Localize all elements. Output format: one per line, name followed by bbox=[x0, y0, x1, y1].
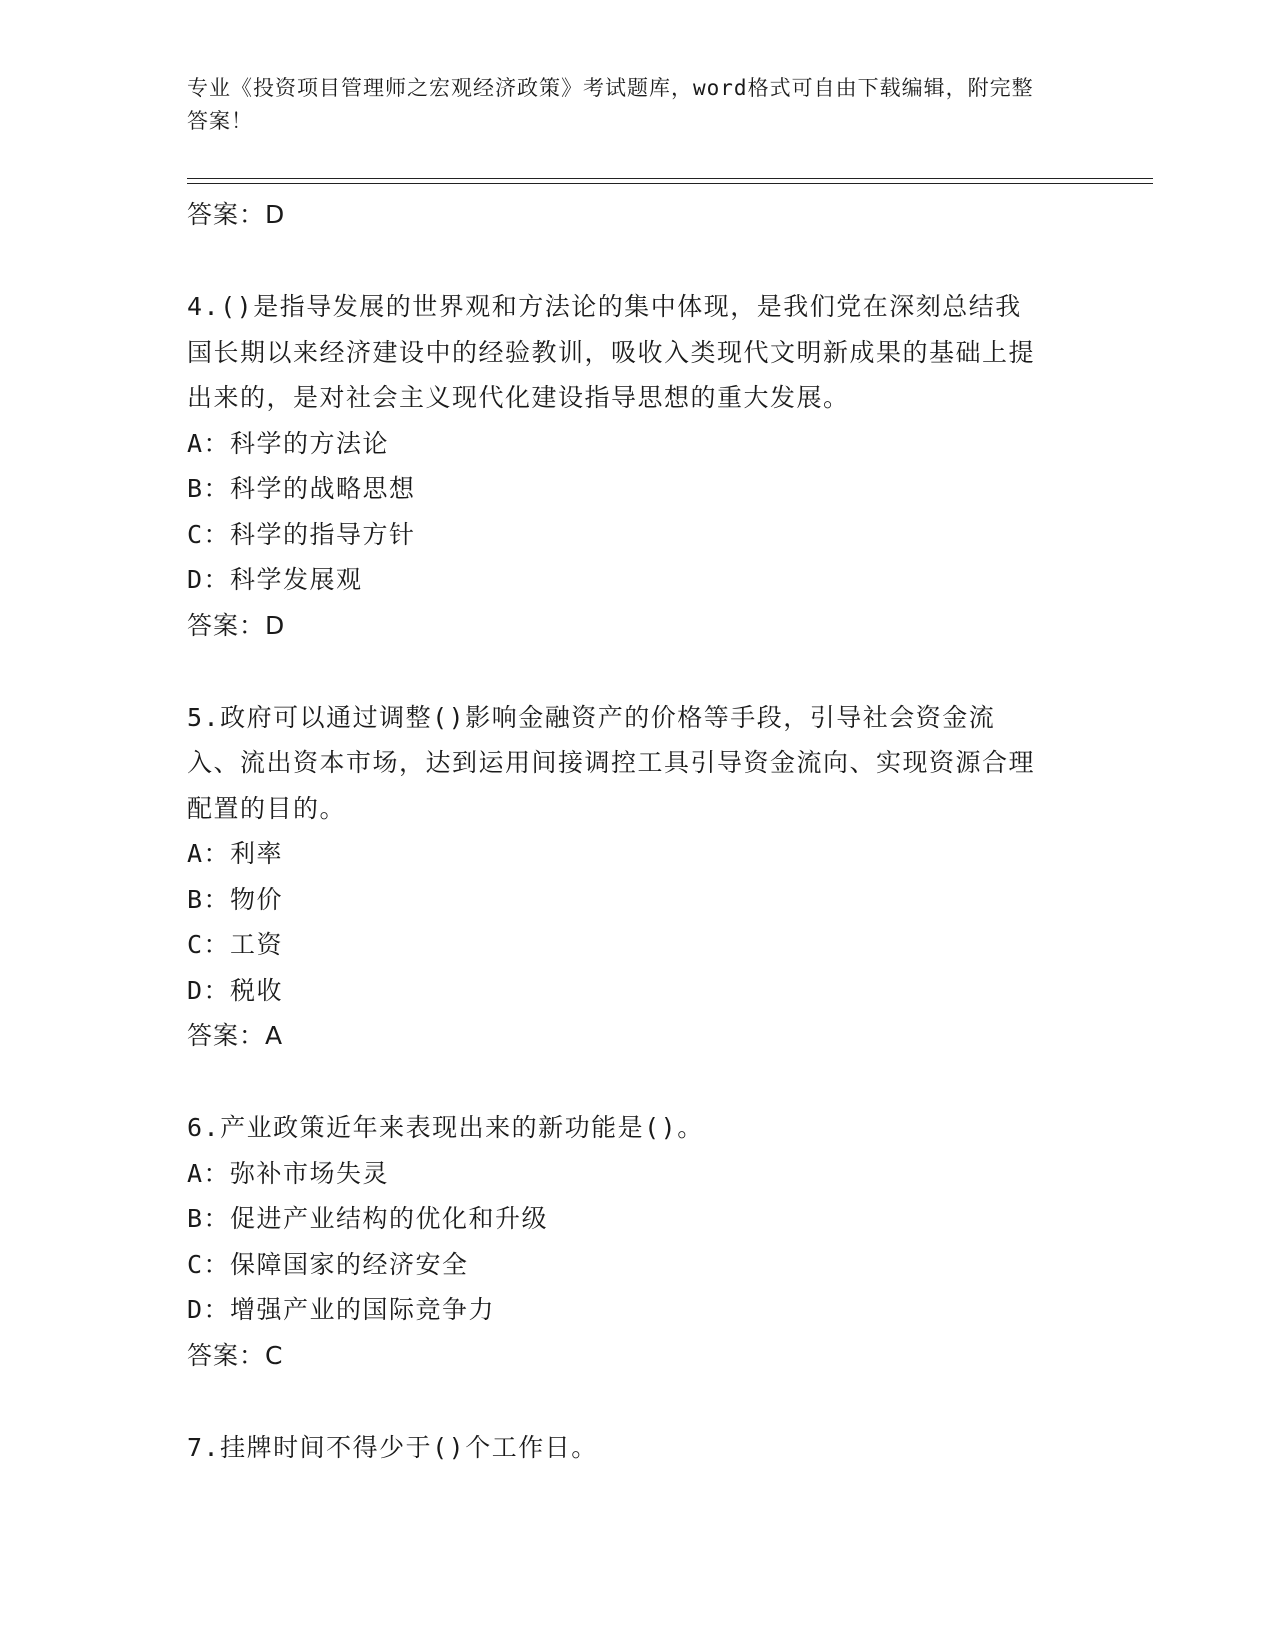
question-item bbox=[187, 695, 1047, 1060]
option-a: A：科学的方法论 bbox=[187, 428, 390, 458]
option-d: D：科学发展观 bbox=[187, 565, 363, 594]
page-header: 专业《投资项目管理师之宏观经济政策》考试题库，word格式可自由下载编辑，附完整答案！ bbox=[187, 76, 1034, 133]
question-stem: 7.挂牌时间不得少于()个工作日。 bbox=[187, 1432, 598, 1462]
header-divider-top bbox=[187, 178, 1153, 179]
option-c: C：工资 bbox=[187, 930, 284, 959]
option-d: D：增强产业的国际竞争力 bbox=[187, 1295, 496, 1324]
question-stem: 5.政府可以通过调整()影响金融资产的价格等手段，引导社会资金流入、流出资本市场，达到运用间接调控工具引导资金流向、实现资源合理配置的目的。 bbox=[187, 702, 1036, 823]
question-item bbox=[187, 1425, 1047, 1471]
option-b: B：物价 bbox=[187, 884, 284, 914]
answer-line: 答案：A bbox=[187, 1021, 284, 1050]
option-c: C：科学的指导方针 bbox=[187, 519, 416, 549]
answer-line: 答案：D bbox=[187, 610, 286, 640]
option-b: B：科学的战略思想 bbox=[187, 474, 416, 503]
answer-line: 答案：D bbox=[187, 200, 286, 229]
question-item bbox=[187, 1105, 1047, 1379]
question-stem: 6.产业政策近年来表现出来的新功能是()。 bbox=[187, 1113, 704, 1142]
option-a: A：弥补市场失灵 bbox=[187, 1158, 390, 1188]
answer-line: 答案：C bbox=[187, 1340, 284, 1370]
question-stem: 4.()是指导发展的世界观和方法论的集中体现，是我们党在深刻总结我国长期以来经济建设中的经验教训，吸收入类现代文明新成果的基础上提出来的，是对社会主义现代化建设指导思想的重大发展。 bbox=[187, 292, 1036, 412]
option-a: A：利率 bbox=[187, 839, 284, 868]
header-divider-bottom bbox=[187, 183, 1153, 184]
question-item bbox=[187, 284, 1047, 649]
option-b: B：促进产业结构的优化和升级 bbox=[187, 1204, 549, 1233]
question-list bbox=[187, 192, 1047, 1470]
option-d: D：税收 bbox=[187, 975, 284, 1005]
option-c: C：保障国家的经济安全 bbox=[187, 1249, 469, 1279]
